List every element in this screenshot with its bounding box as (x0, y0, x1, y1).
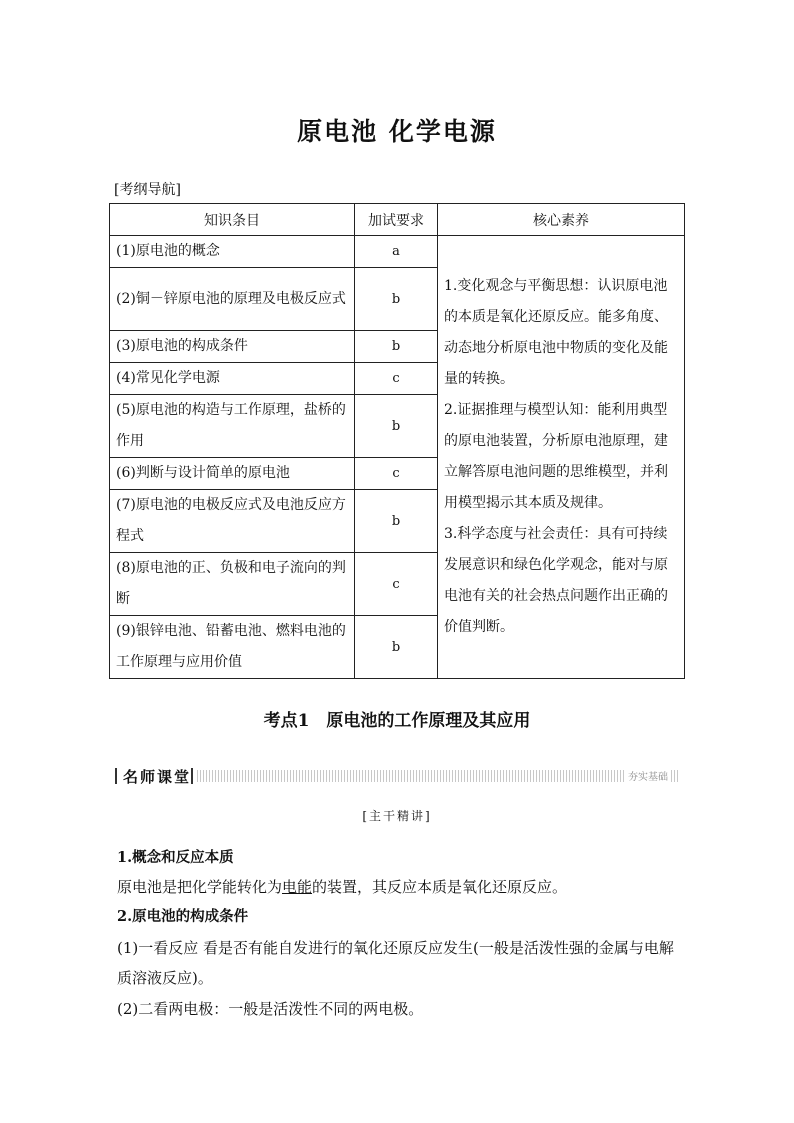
paragraph-text: 原电池是把化学能转化为 (117, 878, 283, 896)
exam-point-title: 考点1 原电池的工作原理及其应用 (263, 711, 531, 731)
requirement-level: b (355, 331, 438, 363)
requirement-level: b (355, 395, 438, 458)
banner-hatch-pattern (197, 770, 679, 782)
paragraph (117, 872, 683, 902)
core-literacy-point: 2.证据推理与模型认知：能利用典型的原电池装置，分析原电池原理，建立解答原电池问题的思维模型，并利用模型揭示其本质及规律。 (444, 402, 668, 511)
exam-guide-label: [考纲导航] (114, 182, 181, 198)
underlined-answer: 电能 (282, 878, 313, 896)
requirement-level: c (355, 363, 438, 395)
table-row (110, 236, 685, 268)
knowledge-item: (1)原电池的概念 (110, 236, 355, 268)
knowledge-item: (2)铜－锌原电池的原理及电极反应式 (110, 268, 355, 331)
requirement-level: b (355, 268, 438, 331)
knowledge-item: (6)判断与设计简单的原电池 (110, 458, 355, 490)
banner-label: 名师课堂 (123, 768, 192, 786)
core-literacy-cell (438, 236, 685, 679)
header-requirement: 加试要求 (355, 204, 438, 236)
requirement-level: c (355, 553, 438, 616)
paragraph: (2)二看两电极：一般是活泼性不同的两电极。 (117, 1000, 424, 1018)
table-header-row (110, 204, 685, 236)
knowledge-item: (9)银锌电池、铅蓄电池、燃料电池的工作原理与应用价值 (110, 616, 355, 679)
section-heading: 1.概念和反应本质 (117, 849, 234, 866)
banner-right-tag: 夯实基础 (625, 768, 671, 783)
section-heading: 2.原电池的构成条件 (117, 908, 249, 925)
requirement-level: b (355, 616, 438, 679)
header-core-literacy: 核心素养 (438, 204, 685, 236)
requirement-level: b (355, 490, 438, 553)
exam-outline-table (109, 203, 685, 679)
requirement-level: a (355, 236, 438, 268)
header-knowledge: 知识条目 (110, 204, 355, 236)
core-literacy-point: 3.科学态度与社会责任：具有可持续发展意识和绿色化学观念，能对与原电池有关的社会热点问题作出正确的价值判断。 (444, 526, 668, 635)
knowledge-item: (7)原电池的电极反应式及电池反应方程式 (110, 490, 355, 553)
knowledge-item: (3)原电池的构成条件 (110, 331, 355, 363)
banner-divider (115, 768, 117, 784)
knowledge-item: (5)原电池的构造与工作原理，盐桥的作用 (110, 395, 355, 458)
banner-divider (191, 768, 193, 784)
paragraph-text: 的装置，其反应本质是氧化还原反应。 (312, 878, 568, 896)
knowledge-item: (8)原电池的正、负极和电子流向的判断 (110, 553, 355, 616)
requirement-level: c (355, 458, 438, 490)
section-banner (115, 766, 679, 786)
knowledge-item: (4)常见化学电源 (110, 363, 355, 395)
paragraph: (1)一看反应 看是否有能自发进行的氧化还原反应发生(一般是活泼性强的金属与电解质溶液反应)。 (117, 939, 674, 987)
core-literacy-point: 1.变化观念与平衡思想：认识原电池的本质是氧化还原反应。能多角度、动态地分析原电池中物质的变化及能量的转换。 (444, 278, 668, 387)
sub-heading: [主干精讲] (362, 809, 432, 823)
page-title: 原电池 化学电源 (297, 117, 497, 146)
